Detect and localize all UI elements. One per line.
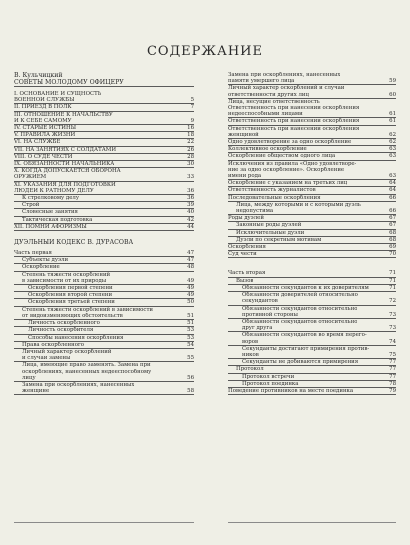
toc-entry-page: 5 — [190, 97, 194, 104]
toc-left-column — [14, 72, 194, 395]
toc-entry — [14, 154, 194, 161]
toc-entry-page: 73 — [389, 311, 396, 318]
toc-entry — [14, 285, 194, 292]
toc-entry — [14, 342, 194, 349]
toc-entry-page: 51 — [187, 320, 194, 327]
toc-entry-title: имени рода — [228, 173, 262, 180]
toc-entry-title: от видоизменяющих обстоятельств — [22, 312, 123, 319]
toc-entry — [228, 132, 396, 139]
toc-entry-page: 16 — [187, 125, 194, 132]
toc-entry-page: 28 — [187, 153, 194, 160]
toc-entry-title: Ответственность при нанесении оскорбления — [228, 118, 360, 125]
toc-entry — [14, 217, 194, 224]
toc-entry — [14, 202, 194, 209]
toc-entry-page: 7 — [190, 104, 194, 111]
toc-entry — [228, 278, 396, 285]
toc-entry-page: 67 — [389, 222, 396, 229]
toc-entry-page: 74 — [389, 338, 396, 345]
toc-entry — [14, 299, 194, 306]
toc-entry-title: Ответственность при нанесении оскорбления — [228, 125, 360, 132]
toc-entry-title: VIII. О СУДЕ ЧЕСТИ — [14, 153, 73, 160]
toc-right-column — [228, 72, 396, 395]
toc-entry-page: 9 — [190, 117, 194, 124]
toc-entry-page: 77 — [389, 366, 396, 373]
toc-entry — [14, 209, 194, 216]
toc-entry — [14, 174, 194, 181]
toc-entry — [14, 292, 194, 299]
spacer — [14, 231, 194, 239]
toc-entry-title: Словесные занятия — [22, 209, 78, 216]
toc-entry-page: 79 — [389, 387, 396, 394]
toc-entry-page: 64 — [389, 187, 396, 194]
toc-entry — [228, 215, 396, 222]
toc-entry-page: 60 — [389, 91, 396, 98]
toc-entry — [228, 78, 396, 85]
toc-entry-title: Исключительные дуэли — [236, 229, 305, 236]
toc-entry-title: Часть первая — [14, 250, 52, 257]
toc-entry-title: противной стороны — [242, 311, 298, 318]
toc-entry-title: ЛЮДЕЙ К РАТНОМУ ДЕЛУ — [14, 187, 94, 194]
toc-entry-title: СОВЕТЫ МОЛОДОМУ ОФИЦЕРУ — [14, 79, 124, 86]
toc-entry-page: 51 — [187, 312, 194, 319]
toc-entry-title: Протокол встречи — [242, 373, 295, 380]
toc-entry — [14, 239, 194, 246]
toc-entry — [14, 224, 194, 231]
toc-entry — [14, 195, 194, 202]
toc-entry-page: 54 — [187, 341, 194, 348]
toc-entry-title: ние за одно оскорбление». Оскорбление — [228, 166, 345, 173]
toc-entry-title: недопустима — [236, 208, 274, 215]
bottom-ornament-right — [228, 522, 396, 527]
toc-entry-page: 68 — [389, 229, 396, 236]
toc-entry-title: Личность оскорбителя — [28, 327, 94, 334]
toc-entry-title: Степень тяжести оскорблений в зависимости — [22, 306, 154, 313]
toc-entry-title: Коллективное оскорбление — [228, 146, 307, 153]
toc-entry-page: 26 — [187, 146, 194, 153]
toc-entry — [228, 195, 396, 202]
toc-entry — [228, 222, 396, 229]
toc-entry — [14, 147, 194, 154]
toc-entry — [228, 146, 396, 153]
toc-entry — [228, 381, 396, 388]
toc-entry-page: 62 — [389, 131, 396, 138]
toc-entry — [228, 111, 396, 118]
toc-entry-title: Личный характер оскорблений и случаи — [228, 85, 345, 92]
toc-entry-title: Протокол поединка — [242, 380, 299, 387]
toc-entry — [228, 374, 396, 381]
toc-entry-title: Исключения из правила «Одно удовлетворе- — [228, 160, 357, 167]
toc-entry — [228, 92, 396, 99]
toc-entry — [228, 139, 396, 146]
toc-entry-title: Поведение противников на месте поединка — [228, 387, 354, 394]
toc-entry-title: Степень тяжести оскорблений — [22, 271, 111, 278]
toc-entry-title: Строй — [22, 202, 40, 209]
toc-entry-title: IX. ОБЯЗАННОСТИ НАЧАЛЬНИКА — [14, 161, 115, 168]
toc-entry-title: Часть вторая — [228, 270, 266, 277]
toc-entry-title: и случаи замены — [22, 355, 71, 362]
toc-entry-page: 40 — [187, 209, 194, 216]
toc-entry — [228, 244, 396, 251]
toc-entry-page: 61 — [389, 111, 396, 118]
toc-entry — [228, 208, 396, 215]
toc-entry-title: Оскорбление с указанием на третьих лиц — [228, 180, 348, 187]
toc-entry-page: 58 — [187, 388, 194, 395]
toc-entry-page: 66 — [389, 208, 396, 215]
toc-entry-page: 42 — [187, 216, 194, 223]
toc-entry-page: 53 — [187, 334, 194, 341]
toc-entry-title: Законные роды дуэлей — [236, 222, 302, 229]
toc-entry — [14, 161, 194, 168]
toc-entry-page: 71 — [389, 284, 396, 291]
toc-entry-title: Лица, между которыми и с которыми дуэль — [236, 201, 361, 208]
toc-entry-page: 69 — [389, 244, 396, 251]
toc-entry-title: Секунданты не добиваются примирения — [242, 359, 359, 366]
toc-entry-page: 30 — [187, 161, 194, 168]
toc-entry-title: Права оскорбленного — [22, 341, 85, 348]
toc-entry-title: VI. НА СЛУЖБЕ — [14, 139, 61, 146]
toc-entry-page: 48 — [187, 264, 194, 271]
toc-entry-page: 36 — [187, 195, 194, 202]
toc-entry — [228, 153, 396, 160]
toc-entry-title: Обязанности секундантов относительно — [242, 305, 358, 312]
toc-entry-title: Дуэли по секретным мотивам — [236, 236, 322, 243]
toc-entry — [228, 270, 396, 277]
toc-entry-page: 78 — [389, 380, 396, 387]
toc-entry-title: Вызов — [236, 277, 254, 284]
toc-entry-title: V. ПРАВИЛА ЖИЗНИ — [14, 132, 76, 139]
toc-entry-page: 49 — [187, 292, 194, 299]
toc-entry-page: 49 — [187, 277, 194, 284]
toc-entry — [14, 278, 194, 285]
toc-entry — [228, 366, 396, 373]
toc-entry — [14, 104, 194, 111]
toc-entry-page: 18 — [187, 132, 194, 139]
toc-entry — [14, 264, 194, 271]
toc-entry — [14, 313, 194, 320]
toc-entry-title: VII. НА ЗАНЯТИЯХ С СОЛДАТАМИ — [14, 146, 117, 153]
toc-entry-title: в зависимости от их природы — [22, 277, 107, 284]
toc-entry-title: XI. УКАЗАНИЯ ДЛЯ ПОДГОТОВКИ — [14, 181, 116, 188]
toc-entry — [228, 312, 396, 319]
toc-entry — [228, 237, 396, 244]
toc-entry-page: 67 — [389, 215, 396, 222]
toc-entry-title: Субъекты дуэли — [22, 257, 69, 264]
toc-entry-page: 63 — [389, 173, 396, 180]
toc-entry — [228, 173, 396, 180]
toc-entry — [14, 72, 194, 79]
toc-entry — [228, 352, 396, 359]
toc-entry-title: ников — [242, 351, 259, 358]
toc-entry-title: женщиной — [228, 131, 259, 138]
toc-entry — [14, 375, 194, 382]
toc-entry — [14, 320, 194, 327]
toc-entry-title: Оскорбления второй степени — [28, 292, 113, 299]
toc-entry-title: оскорблениях, нанесенных недееспособному — [22, 368, 152, 375]
toc-entry-page: 22 — [187, 139, 194, 146]
toc-entry-page: 59 — [389, 78, 396, 85]
toc-entry-page: 63 — [389, 153, 396, 160]
toc-entry-page: 39 — [187, 202, 194, 209]
toc-entry-title: Замена при оскорблениях, нанесенных — [228, 72, 341, 78]
toc-entry-title: ответственности других лиц — [228, 91, 309, 98]
toc-entry-page: 47 — [187, 250, 194, 257]
toc-entry-title: Одно удовлетворение за одно оскорбление — [228, 139, 352, 146]
toc-entry-title: И К СЕБЕ САМОМУ — [14, 117, 72, 124]
toc-entry-page: 75 — [389, 351, 396, 358]
toc-entry-title: Последовательные оскорбления — [228, 194, 321, 201]
toc-entry — [14, 257, 194, 264]
toc-entry — [14, 188, 194, 195]
toc-entry-title: Тактическая подготовка — [22, 216, 93, 223]
toc-entry-page: 56 — [187, 374, 194, 381]
toc-entry-page: 63 — [389, 146, 396, 153]
toc-entry-title: I. ОСНОВАНИЕ И СУЩНОСТЬ — [14, 91, 102, 97]
toc-entry — [14, 327, 194, 334]
toc-entry-title: Обязанности секундантов относительно — [242, 318, 358, 325]
toc-entry — [14, 335, 194, 342]
toc-entry — [228, 180, 396, 187]
toc-entry-page: 73 — [389, 325, 396, 332]
toc-entry-title: Личность оскорбленного — [28, 320, 100, 327]
toc-entry — [14, 125, 194, 132]
toc-entry-page: 77 — [389, 373, 396, 380]
toc-entry-page: 66 — [389, 194, 396, 201]
toc-entry-page: 36 — [187, 187, 194, 194]
toc-entry-title: Лица, имеющие право заменять. Замена при — [22, 362, 151, 369]
toc-entry-title: Суд чести — [228, 251, 257, 258]
toc-entry-title: Оскорбления первой степени — [28, 285, 113, 292]
toc-entry-title: Секунданты достигают примирения против- — [242, 345, 370, 352]
toc-entry — [14, 132, 194, 139]
toc-entry-page: 53 — [187, 327, 194, 334]
toc-entry — [228, 230, 396, 237]
toc-entry-title: Лица, несущие ответственность — [228, 98, 320, 105]
toc-entry-page: 55 — [187, 355, 194, 362]
toc-entry — [228, 339, 396, 346]
toc-entry-page: 68 — [389, 236, 396, 243]
toc-entry-title: лицу — [22, 374, 36, 381]
toc-entry-title: В. Кульчицкий — [14, 72, 63, 79]
toc-entry-page: 64 — [389, 180, 396, 187]
toc-entry-page: 72 — [389, 298, 396, 305]
toc-entry-title: Оскорбления третьей степени — [28, 299, 115, 306]
toc-entry-title: женщине — [22, 388, 50, 395]
toc-entry-title: Роды дуэлей — [228, 215, 264, 222]
toc-entry-page: 71 — [389, 270, 396, 277]
toc-entry-title: воров — [242, 338, 259, 345]
toc-entry-title: недееспособными лицами — [228, 111, 303, 118]
spacer — [228, 258, 396, 266]
toc-entry-title: памяти умершего лица — [228, 78, 295, 85]
toc-entry-title: Способы нанесения оскорбления — [28, 334, 124, 341]
toc-entry-title: друг друга — [242, 325, 273, 332]
toc-entry-title: Оскорбление — [22, 264, 60, 271]
toc-entry — [14, 118, 194, 125]
toc-entry — [228, 388, 396, 395]
toc-entry-title: Замена при оскорблениях, нанесенных — [22, 381, 135, 388]
toc-entry-title: Обязанности доверителей относительно — [242, 292, 358, 299]
toc-entry — [228, 118, 396, 125]
toc-entry-title: Ответственность журналистов — [228, 187, 316, 194]
toc-entry-title: III. ОТНОШЕНИЕ К НАЧАЛЬСТВУ — [14, 111, 113, 118]
bottom-ornament-left — [14, 522, 194, 527]
page-title: СОДЕРЖАНИЕ — [146, 44, 264, 59]
toc-entry-page: 71 — [389, 277, 396, 284]
toc-entry-title: II. ПРИЕЗД В ПОЛК — [14, 104, 72, 111]
toc-entry — [14, 139, 194, 146]
toc-entry-title: Протокол — [236, 366, 264, 373]
toc-entry-title: Личный характер оскорблений — [22, 348, 112, 355]
toc-entry — [14, 250, 194, 257]
toc-entry — [14, 388, 194, 395]
toc-entry — [228, 325, 396, 332]
toc-entry-page: 47 — [187, 257, 194, 264]
toc-entry — [228, 187, 396, 194]
toc-entry-title: ДУЭЛЬНЫЙ КОДЕКС В. ДУРАСОВА — [14, 239, 134, 247]
toc-entry — [228, 251, 396, 258]
toc-entry — [14, 355, 194, 362]
toc-entry-title: Обязанности секундантов к их доверителям — [242, 284, 369, 291]
toc-entry — [14, 97, 194, 104]
toc-entry-page: 50 — [187, 299, 194, 306]
toc-entry-page: 70 — [389, 251, 396, 258]
toc-entry-page: 62 — [389, 139, 396, 146]
toc-entry-page: 49 — [187, 285, 194, 292]
toc-entry-page: 44 — [187, 223, 194, 230]
toc-entry-title: XII. ПОМНИ АФОРИЗМЫ — [14, 223, 87, 230]
toc-entry-title: Ответственность при нанесении оскорбления — [228, 105, 360, 112]
toc-entry — [228, 298, 396, 305]
toc-entry — [228, 285, 396, 292]
toc-entry-title: ВОЕННОЙ СЛУЖБЫ — [14, 97, 75, 104]
toc-entry-title: X. КОГДА ДОПУСКАЕТСЯ ОБОРОНА — [14, 168, 121, 175]
toc-entry-page: 77 — [389, 359, 396, 366]
toc-entry-title: К стрелковому делу — [22, 195, 80, 202]
toc-entry-title: Оскорбление обществом одного лица — [228, 153, 336, 160]
toc-entry-title: Обязанности секундантов во время перего- — [242, 332, 367, 339]
toc-entry-title: секундантов — [242, 298, 278, 305]
toc-entry — [14, 79, 194, 87]
toc-entry — [228, 359, 396, 366]
toc-entry-title: Оскорбления — [228, 244, 266, 251]
toc-entry-page: 33 — [187, 174, 194, 181]
toc-entry-title: ОРУЖИЕМ — [14, 174, 47, 181]
toc-entry-page: 61 — [389, 118, 396, 125]
toc-entry-title: IV. СТАРЫЕ ИСТИНЫ — [14, 125, 77, 132]
